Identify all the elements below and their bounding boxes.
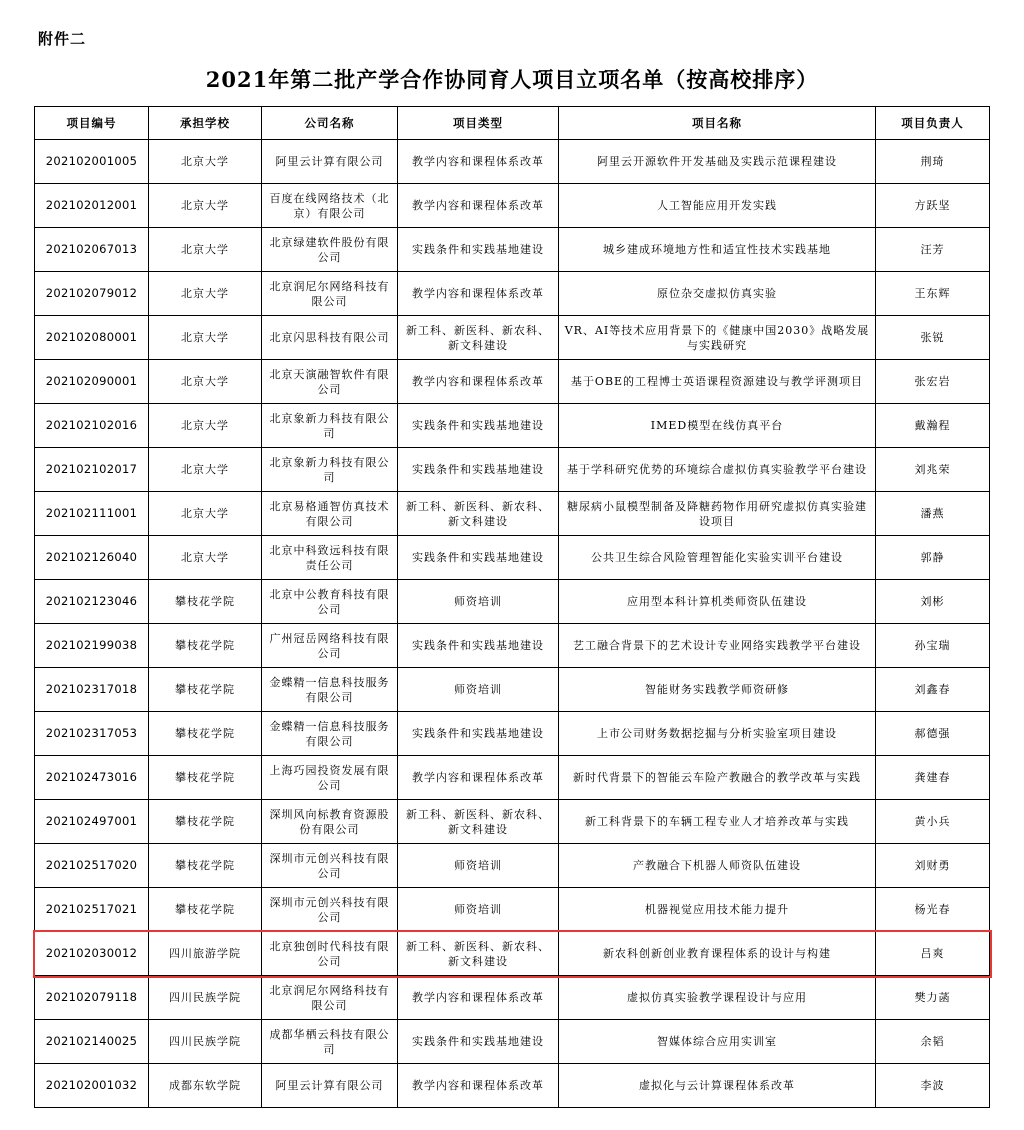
- table-row: [35, 800, 990, 844]
- project-code-cell: 202102079012: [35, 272, 149, 316]
- project-lead-cell: 樊力菡: [876, 976, 990, 1020]
- project-name-cell: 人工智能应用开发实践: [559, 184, 876, 228]
- project-lead-cell: 张锐: [876, 316, 990, 360]
- project-type-cell: 教学内容和课程体系改革: [398, 1064, 559, 1108]
- project-lead-cell: 刘兆荣: [876, 448, 990, 492]
- table-row: [35, 1064, 990, 1108]
- university-cell: 北京大学: [149, 228, 262, 272]
- university-cell: 北京大学: [149, 184, 262, 228]
- project-name-cell: IMED模型在线仿真平台: [559, 404, 876, 448]
- project-type-cell: 实践条件和实践基地建设: [398, 536, 559, 580]
- table-row: [35, 404, 990, 448]
- table-header-row: [35, 107, 990, 140]
- project-lead-cell: 王东辉: [876, 272, 990, 316]
- company-cell: 北京闪思科技有限公司: [262, 316, 398, 360]
- university-cell: 攀枝花学院: [149, 580, 262, 624]
- university-cell: 北京大学: [149, 536, 262, 580]
- project-code-cell: 202102123046: [35, 580, 149, 624]
- project-list-table: [34, 106, 990, 1108]
- project-code-cell: 202102080001: [35, 316, 149, 360]
- company-cell: 北京绿建软件股份有限公司: [262, 228, 398, 272]
- project-type-cell: 实践条件和实践基地建设: [398, 404, 559, 448]
- table-row: [35, 316, 990, 360]
- university-cell: 北京大学: [149, 448, 262, 492]
- project-name-cell: 城乡建成环境地方性和适宜性技术实践基地: [559, 228, 876, 272]
- project-lead-cell: 郝德强: [876, 712, 990, 756]
- project-code-cell: 202102102017: [35, 448, 149, 492]
- university-cell: 攀枝花学院: [149, 668, 262, 712]
- project-code-cell: 202102497001: [35, 800, 149, 844]
- project-lead-cell: 刘财勇: [876, 844, 990, 888]
- project-code-cell: 202102067013: [35, 228, 149, 272]
- project-lead-cell: 潘燕: [876, 492, 990, 536]
- project-lead-cell: 戴瀚程: [876, 404, 990, 448]
- project-lead-cell: 汪芳: [876, 228, 990, 272]
- project-code-cell: 202102517020: [35, 844, 149, 888]
- page-title: 2021年第二批产学合作协同育人项目立项名单（按高校排序）: [205, 67, 819, 92]
- project-lead-cell: 郭静: [876, 536, 990, 580]
- project-lead-cell: 余韬: [876, 1020, 990, 1064]
- project-code-cell: 202102001032: [35, 1064, 149, 1108]
- table-row: [35, 756, 990, 800]
- project-type-cell: 新工科、新医科、新农科、新文科建设: [398, 492, 559, 536]
- project-name-cell: 基于OBE的工程博士英语课程资源建设与教学评测项目: [559, 360, 876, 404]
- project-type-cell: 新工科、新医科、新农科、新文科建设: [398, 932, 559, 976]
- project-name-cell: 智能财务实践教学师资研修: [559, 668, 876, 712]
- project-code-cell: 202102473016: [35, 756, 149, 800]
- project-type-cell: 教学内容和课程体系改革: [398, 756, 559, 800]
- project-code-cell: 202102030012: [35, 932, 149, 976]
- project-name-cell: 糖尿病小鼠模型制备及降糖药物作用研究虚拟仿真实验建设项目: [559, 492, 876, 536]
- project-type-cell: 新工科、新医科、新农科、新文科建设: [398, 316, 559, 360]
- project-lead-cell: 方跃坚: [876, 184, 990, 228]
- project-lead-cell: 孙宝瑞: [876, 624, 990, 668]
- project-name-cell: 新工科背景下的车辆工程专业人才培养改革与实践: [559, 800, 876, 844]
- company-cell: 北京润尼尔网络科技有限公司: [262, 272, 398, 316]
- project-type-cell: 师资培训: [398, 844, 559, 888]
- project-lead-cell: 张宏岩: [876, 360, 990, 404]
- project-code-cell: 202102140025: [35, 1020, 149, 1064]
- project-name-cell: 应用型本科计算机类师资队伍建设: [559, 580, 876, 624]
- project-code-cell: 202102001005: [35, 140, 149, 184]
- project-name-cell: 机器视觉应用技术能力提升: [559, 888, 876, 932]
- company-cell: 北京象新力科技有限公司: [262, 448, 398, 492]
- project-name-cell: 艺工融合背景下的艺术设计专业网络实践教学平台建设: [559, 624, 876, 668]
- project-type-cell: 师资培训: [398, 668, 559, 712]
- university-cell: 北京大学: [149, 140, 262, 184]
- university-cell: 攀枝花学院: [149, 712, 262, 756]
- company-cell: 北京象新力科技有限公司: [262, 404, 398, 448]
- company-cell: 广州冠岳网络科技有限公司: [262, 624, 398, 668]
- header-project-type: 项目类型: [398, 107, 559, 140]
- university-cell: 北京大学: [149, 316, 262, 360]
- university-cell: 攀枝花学院: [149, 844, 262, 888]
- company-cell: 百度在线网络技术（北京）有限公司: [262, 184, 398, 228]
- company-cell: 北京天演融智软件有限公司: [262, 360, 398, 404]
- table-row: [35, 1020, 990, 1064]
- table-row: [35, 888, 990, 932]
- project-lead-cell: 刘彬: [876, 580, 990, 624]
- table-row: [35, 712, 990, 756]
- project-type-cell: 教学内容和课程体系改革: [398, 184, 559, 228]
- project-code-cell: 202102126040: [35, 536, 149, 580]
- attachment-label: 附件二: [38, 30, 87, 48]
- table-row: [35, 140, 990, 184]
- table-row: [35, 932, 990, 976]
- table-row: [35, 536, 990, 580]
- university-cell: 成都东软学院: [149, 1064, 262, 1108]
- project-lead-cell: 黄小兵: [876, 800, 990, 844]
- university-cell: 攀枝花学院: [149, 888, 262, 932]
- company-cell: 北京中公教育科技有限公司: [262, 580, 398, 624]
- university-cell: 攀枝花学院: [149, 624, 262, 668]
- project-type-cell: 实践条件和实践基地建设: [398, 228, 559, 272]
- company-cell: 上海巧园投资发展有限公司: [262, 756, 398, 800]
- university-cell: 北京大学: [149, 404, 262, 448]
- company-cell: 金蝶精一信息科技服务有限公司: [262, 668, 398, 712]
- company-cell: 阿里云计算有限公司: [262, 140, 398, 184]
- company-cell: 北京润尼尔网络科技有限公司: [262, 976, 398, 1020]
- table-row: [35, 272, 990, 316]
- header-project-lead: 项目负责人: [876, 107, 990, 140]
- table-row: [35, 580, 990, 624]
- project-name-cell: 基于学科研究优势的环境综合虚拟仿真实验教学平台建设: [559, 448, 876, 492]
- table-row: [35, 360, 990, 404]
- project-type-cell: 教学内容和课程体系改革: [398, 272, 559, 316]
- company-cell: 深圳市元创兴科技有限公司: [262, 844, 398, 888]
- company-cell: 北京独创时代科技有限公司: [262, 932, 398, 976]
- project-code-cell: 202102090001: [35, 360, 149, 404]
- project-type-cell: 教学内容和课程体系改革: [398, 360, 559, 404]
- project-code-cell: 202102111001: [35, 492, 149, 536]
- table-row: [35, 976, 990, 1020]
- project-code-cell: 202102317018: [35, 668, 149, 712]
- university-cell: 北京大学: [149, 492, 262, 536]
- table-row: [35, 448, 990, 492]
- table-row: [35, 844, 990, 888]
- company-cell: 深圳风向标教育资源股份有限公司: [262, 800, 398, 844]
- project-name-cell: 上市公司财务数据挖掘与分析实验室项目建设: [559, 712, 876, 756]
- company-cell: 成都华栖云科技有限公司: [262, 1020, 398, 1064]
- company-cell: 阿里云计算有限公司: [262, 1064, 398, 1108]
- project-code-cell: 202102199038: [35, 624, 149, 668]
- project-code-cell: 202102517021: [35, 888, 149, 932]
- project-name-cell: 虚拟仿真实验教学课程设计与应用: [559, 976, 876, 1020]
- project-name-cell: 产教融合下机器人师资队伍建设: [559, 844, 876, 888]
- project-code-cell: 202102317053: [35, 712, 149, 756]
- table-row: [35, 624, 990, 668]
- project-lead-cell: 龚建春: [876, 756, 990, 800]
- project-name-cell: 新时代背景下的智能云车险产教融合的教学改革与实践: [559, 756, 876, 800]
- project-code-cell: 202102079118: [35, 976, 149, 1020]
- header-project-name: 项目名称: [559, 107, 876, 140]
- project-type-cell: 实践条件和实践基地建设: [398, 1020, 559, 1064]
- project-lead-cell: 吕爽: [876, 932, 990, 976]
- project-name-cell: VR、AI等技术应用背景下的《健康中国2030》战略发展与实践研究: [559, 316, 876, 360]
- project-code-cell: 202102102016: [35, 404, 149, 448]
- project-name-cell: 原位杂交虚拟仿真实验: [559, 272, 876, 316]
- project-name-cell: 阿里云开源软件开发基础及实践示范课程建设: [559, 140, 876, 184]
- project-lead-cell: 杨光春: [876, 888, 990, 932]
- company-cell: 北京中科致远科技有限责任公司: [262, 536, 398, 580]
- project-name-cell: 新农科创新创业教育课程体系的设计与构建: [559, 932, 876, 976]
- university-cell: 四川民族学院: [149, 1020, 262, 1064]
- header-company: 公司名称: [262, 107, 398, 140]
- company-cell: 深圳市元创兴科技有限公司: [262, 888, 398, 932]
- project-name-cell: 智媒体综合应用实训室: [559, 1020, 876, 1064]
- project-type-cell: 实践条件和实践基地建设: [398, 712, 559, 756]
- university-cell: 攀枝花学院: [149, 800, 262, 844]
- table-row: [35, 668, 990, 712]
- project-type-cell: 实践条件和实践基地建设: [398, 624, 559, 668]
- university-cell: 攀枝花学院: [149, 756, 262, 800]
- project-type-cell: 实践条件和实践基地建设: [398, 448, 559, 492]
- project-lead-cell: 荆琦: [876, 140, 990, 184]
- project-code-cell: 202102012001: [35, 184, 149, 228]
- project-name-cell: 公共卫生综合风险管理智能化实验实训平台建设: [559, 536, 876, 580]
- university-cell: 北京大学: [149, 272, 262, 316]
- project-lead-cell: 李波: [876, 1064, 990, 1108]
- table-row: [35, 228, 990, 272]
- header-project-code: 项目编号: [35, 107, 149, 140]
- university-cell: 四川旅游学院: [149, 932, 262, 976]
- table-row: [35, 184, 990, 228]
- project-type-cell: 师资培训: [398, 580, 559, 624]
- company-cell: 金蝶精一信息科技服务有限公司: [262, 712, 398, 756]
- project-type-cell: 教学内容和课程体系改革: [398, 140, 559, 184]
- table-row: [35, 492, 990, 536]
- project-type-cell: 新工科、新医科、新农科、新文科建设: [398, 800, 559, 844]
- project-lead-cell: 刘鑫春: [876, 668, 990, 712]
- project-type-cell: 教学内容和课程体系改革: [398, 976, 559, 1020]
- company-cell: 北京易格通智仿真技术有限公司: [262, 492, 398, 536]
- header-university: 承担学校: [149, 107, 262, 140]
- project-type-cell: 师资培训: [398, 888, 559, 932]
- university-cell: 四川民族学院: [149, 976, 262, 1020]
- university-cell: 北京大学: [149, 360, 262, 404]
- project-name-cell: 虚拟化与云计算课程体系改革: [559, 1064, 876, 1108]
